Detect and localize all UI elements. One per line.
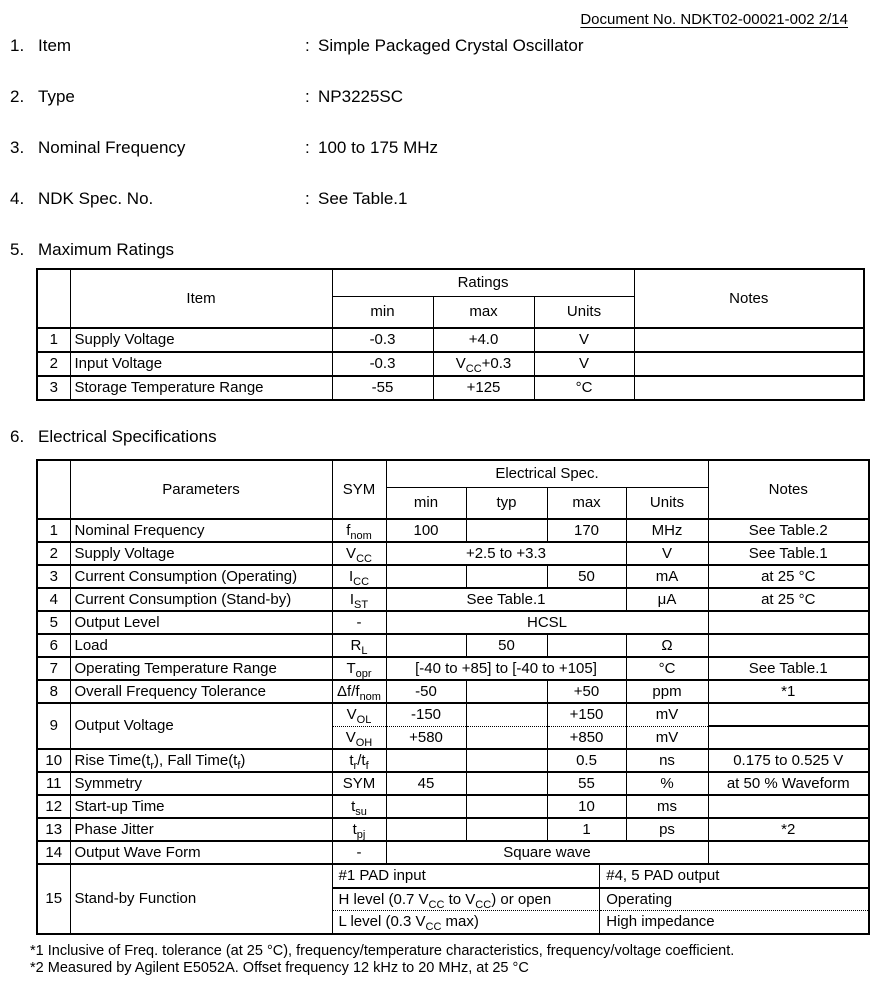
row-no: 3 (37, 376, 70, 400)
units-cell: ms (626, 795, 708, 818)
notes-cell: See Table.1 (708, 542, 869, 565)
max-cell: 55 (547, 772, 626, 795)
col-header-typ: typ (466, 488, 547, 520)
notes-cell (634, 376, 864, 400)
units-cell: °C (534, 376, 634, 400)
typ-cell (466, 818, 547, 841)
notes-cell: See Table.2 (708, 519, 869, 542)
max-cell: 0.5 (547, 749, 626, 772)
sym-cell: $\Delta f/f_{nom}$ (332, 680, 386, 703)
table-row (37, 519, 869, 542)
footnote-2: *2 Measured by Agilent E5052A. Offset frequency 12 kHz to 20 MHz, at 25 °C (30, 959, 529, 976)
high-impedance-cell: High impedance (606, 913, 715, 930)
section-title: Maximum Ratings (38, 240, 175, 259)
units-cell: mV (626, 726, 708, 749)
units-cell: ns (626, 749, 708, 772)
units-cell: mA (626, 565, 708, 588)
param-cell: Output Level (70, 611, 332, 634)
item-colon: : (305, 36, 310, 55)
table-row (37, 328, 864, 352)
max-cell (547, 634, 626, 657)
typ-cell: 50 (466, 634, 547, 657)
item-row-ndk-spec-no (10, 189, 881, 209)
units-cell: V (534, 352, 634, 376)
item-cell: Storage Temperature Range (70, 376, 332, 400)
notes-cell: *1 (708, 680, 869, 703)
table-row (37, 703, 869, 726)
row-no: 10 (37, 749, 70, 772)
row-no: 9 (37, 703, 70, 749)
units-cell: V (534, 328, 634, 352)
units-cell: % (626, 772, 708, 795)
min-cell (386, 818, 466, 841)
sym-cell: $I_{CC}$ (332, 565, 386, 588)
table-row (37, 772, 869, 795)
param-cell: Nominal Frequency (70, 519, 332, 542)
col-header-ratings: Ratings (332, 269, 634, 297)
col-header-sym: SYM (332, 460, 386, 519)
typ-cell (466, 565, 547, 588)
row-no: 12 (37, 795, 70, 818)
param-cell: Output Voltage (70, 703, 332, 749)
col-header-electrical-spec: Electrical Spec. (386, 460, 708, 488)
span-value-cell: [-40 to +85] to [-40 to +105] (386, 657, 626, 680)
col-header-notes: Notes (708, 460, 869, 519)
min-cell (386, 749, 466, 772)
row-no: 14 (37, 841, 70, 864)
footnotes (30, 943, 881, 977)
row-no: 15 (37, 864, 70, 934)
sym-cell: $t_{su}$ (332, 795, 386, 818)
units-cell: V (626, 542, 708, 565)
notes-cell (708, 726, 869, 749)
table-row (37, 542, 869, 565)
item-colon: : (305, 87, 310, 106)
item-value: NP3225SC (318, 87, 404, 106)
pad-output-header-cell: #4, 5 PAD output (600, 865, 868, 889)
table-row (37, 818, 869, 841)
col-header-item: Item (70, 269, 332, 328)
table-row (37, 680, 869, 703)
units-cell: MHz (626, 519, 708, 542)
item-cell: Input Voltage (70, 352, 332, 376)
col-header-units: Units (626, 488, 708, 520)
typ-cell (466, 703, 547, 726)
param-cell: Rise $Time(t_r)$, Fall $Time(t_f)$ (70, 749, 332, 772)
notes-cell (634, 328, 864, 352)
notes-cell (708, 795, 869, 818)
item-row-item (10, 36, 881, 56)
param-cell: Supply Voltage (70, 542, 332, 565)
item-colon: : (305, 189, 310, 208)
units-cell: Ω (626, 634, 708, 657)
max-cell: +125 (433, 376, 534, 400)
footnote-1: *1 Inclusive of Freq. tolerance (at 25 °C), frequency/temperature characteristics, frequency/voltage coefficient. (30, 942, 735, 959)
param-cell: Stand-by Function (70, 864, 332, 934)
param-cell: Start-up Time (70, 795, 332, 818)
item-label: Type (38, 87, 75, 106)
item-number: 4. (10, 189, 25, 208)
section-title: Electrical Specifications (38, 427, 217, 446)
min-cell: -50 (386, 680, 466, 703)
sym-cell: $V_{CC}$ (332, 542, 386, 565)
sym-cell: $V_{OH}$ (332, 726, 386, 749)
max-cell: +150 (547, 703, 626, 726)
max-cell: +4.0 (433, 328, 534, 352)
corner-header-cell (37, 269, 70, 328)
min-cell (386, 634, 466, 657)
span-value-cell: +2.5 to +3.3 (386, 542, 626, 565)
units-cell: °C (626, 657, 708, 680)
sym-cell: $t_r/t_f$ (332, 749, 386, 772)
h-level-cell: H level (0.7 $V_{CC}$ to $V_{CC}$) or open (333, 889, 601, 912)
min-cell: +580 (386, 726, 466, 749)
notes-cell: See Table.1 (708, 657, 869, 680)
table-row (37, 565, 869, 588)
item-row-nominal-frequency (10, 138, 881, 158)
section-heading-maximum-ratings (10, 240, 881, 260)
item-label: NDK Spec. No. (38, 189, 154, 208)
param-cell: Current Consumption (Stand-by) (70, 588, 332, 611)
table-row (37, 376, 864, 400)
typ-cell (466, 519, 547, 542)
param-cell: Symmetry (70, 772, 332, 795)
section-heading-electrical-specifications (10, 427, 881, 447)
col-header-min: min (332, 297, 433, 329)
col-header-min: min (386, 488, 466, 520)
min-cell: -0.3 (332, 352, 433, 376)
row-no: 3 (37, 565, 70, 588)
row-no: 2 (37, 352, 70, 376)
col-header-units: Units (534, 297, 634, 329)
min-cell: 100 (386, 519, 466, 542)
table-row (37, 634, 869, 657)
item-label: Nominal Frequency (38, 138, 186, 157)
table-row (37, 657, 869, 680)
param-cell: Load (70, 634, 332, 657)
typ-cell (466, 726, 547, 749)
row-no: 1 (37, 519, 70, 542)
item-number: 3. (10, 138, 25, 157)
section-number: 6. (10, 427, 25, 446)
col-header-parameters: Parameters (70, 460, 332, 519)
table-row (37, 841, 869, 864)
param-cell: Overall Frequency Tolerance (70, 680, 332, 703)
sym-cell: $I_{ST}$ (332, 588, 386, 611)
sym-cell: - (332, 841, 386, 864)
row-no: 7 (37, 657, 70, 680)
sym-cell: SYM (332, 772, 386, 795)
typ-cell (466, 680, 547, 703)
notes-cell: at 25 °C (708, 588, 869, 611)
row-no: 6 (37, 634, 70, 657)
document-number: Document No. NDKT02-00021-002 2/14 (580, 11, 848, 28)
item-label: Item (38, 36, 72, 55)
typ-cell (466, 749, 547, 772)
notes-cell: at 50 % Waveform (708, 772, 869, 795)
pad-input-header-cell: #1 PAD input (333, 865, 601, 889)
max-ratings-table (36, 268, 865, 401)
section-number: 5. (10, 240, 25, 259)
max-cell: 10 (547, 795, 626, 818)
standby-function-grid-cell (332, 864, 869, 934)
max-cell: +850 (547, 726, 626, 749)
item-value: See Table.1 (318, 189, 408, 208)
notes-cell (708, 703, 869, 726)
units-cell: ppm (626, 680, 708, 703)
notes-cell: 0.175 to 0.525 V (708, 749, 869, 772)
param-cell: Output Wave Form (70, 841, 332, 864)
standby-function-grid (333, 865, 869, 933)
span-value-cell: See Table.1 (386, 588, 626, 611)
min-cell (386, 795, 466, 818)
param-cell: Current Consumption (Operating) (70, 565, 332, 588)
table-row (37, 749, 869, 772)
min-cell: -150 (386, 703, 466, 726)
param-cell: Operating Temperature Range (70, 657, 332, 680)
col-header-max: max (433, 297, 534, 329)
min-cell (386, 565, 466, 588)
notes-cell (634, 352, 864, 376)
min-cell: -55 (332, 376, 433, 400)
table-row (37, 611, 869, 634)
sym-cell: $T_{opr}$ (332, 657, 386, 680)
max-cell: 1 (547, 818, 626, 841)
item-value: Simple Packaged Crystal Oscillator (318, 36, 584, 55)
row-no: 4 (37, 588, 70, 611)
typ-cell (466, 795, 547, 818)
min-cell: -0.3 (332, 328, 433, 352)
sym-cell: $V_{OL}$ (332, 703, 386, 726)
notes-cell (708, 634, 869, 657)
col-header-max: max (547, 488, 626, 520)
table-row (37, 795, 869, 818)
row-no: 2 (37, 542, 70, 565)
table-row (37, 588, 869, 611)
item-cell: Supply Voltage (70, 328, 332, 352)
max-cell: 170 (547, 519, 626, 542)
max-cell: +50 (547, 680, 626, 703)
row-no: 8 (37, 680, 70, 703)
span-value-cell: HCSL (386, 611, 708, 634)
max-cell: $V_{CC}+0.3$ (433, 352, 534, 376)
notes-cell: *2 (708, 818, 869, 841)
sym-cell: $f_{nom}$ (332, 519, 386, 542)
units-cell: mV (626, 703, 708, 726)
units-cell: μA (626, 588, 708, 611)
item-row-type (10, 87, 881, 107)
col-header-notes: Notes (634, 269, 864, 328)
item-number: 1. (10, 36, 25, 55)
notes-cell (708, 841, 869, 864)
span-value-cell: Square wave (386, 841, 708, 864)
electrical-spec-table (36, 459, 870, 935)
corner-header-cell (37, 460, 70, 519)
sym-cell: $R_L$ (332, 634, 386, 657)
table-row-standby-function (37, 864, 869, 934)
operating-cell: Operating (600, 889, 868, 912)
typ-cell (466, 772, 547, 795)
item-value: 100 to 175 MHz (318, 138, 439, 157)
sym-cell: $t_{pj}$ (332, 818, 386, 841)
table-row (37, 352, 864, 376)
notes-cell (708, 611, 869, 634)
l-level-cell: L level (0.3 $V_{CC}$ max) (333, 911, 601, 933)
sym-cell: - (332, 611, 386, 634)
item-number: 2. (10, 87, 25, 106)
item-colon: : (305, 138, 310, 157)
row-no: 13 (37, 818, 70, 841)
max-cell: 50 (547, 565, 626, 588)
notes-cell: at 25 °C (708, 565, 869, 588)
row-no: 1 (37, 328, 70, 352)
units-cell: ps (626, 818, 708, 841)
row-no: 5 (37, 611, 70, 634)
min-cell: 45 (386, 772, 466, 795)
row-no: 11 (37, 772, 70, 795)
param-cell: Phase Jitter (70, 818, 332, 841)
